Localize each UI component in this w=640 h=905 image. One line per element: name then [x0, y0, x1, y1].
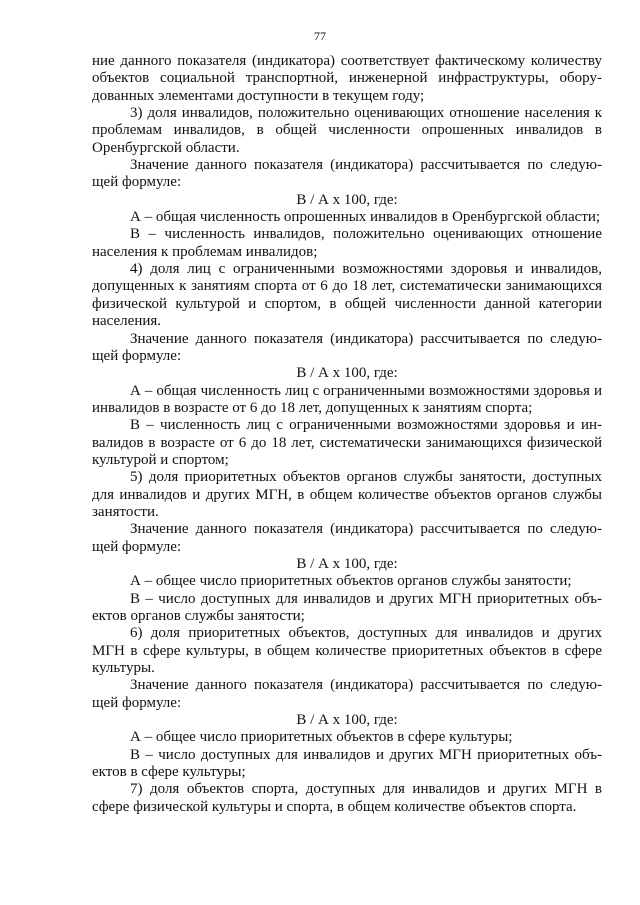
paragraph: 6) доля приоритетных объектов, доступных для инвалидов и других МГН в сфере культуры, в общем количестве приоритетных объектов в сфере культуры.	[92, 625, 602, 677]
paragraph: В – численность лиц с ограниченными возможностями здоровья и инвалидов в возрасте от 6 до 18 лет, систематически занимающихся физической культурой и спортом;	[92, 417, 602, 468]
paragraph: 4) доля лиц с ограниченными возможностями здоровья и инвалидов, допущенных к занятиям спорта от 6 до 18 лет, систематически занимающихся физической культурой и спортом, в общей численности данной категории населения.	[92, 261, 602, 330]
document-body	[92, 53, 602, 816]
page-number: 77	[314, 29, 326, 43]
paragraph: В – численность инвалидов, положительно оценивающих отношение населения к проблемам инвалидов;	[92, 226, 602, 260]
paragraph: 5) доля приоритетных объектов органов службы занятости, доступных для инвалидов и других МГН, в общем количестве объектов органов службы занятости.	[92, 469, 602, 520]
paragraph: Значение данного показателя (индикатора) рассчитывается по следующей формуле:	[92, 330, 602, 364]
formula-line: В / А х 100, где:	[296, 191, 398, 208]
paragraph: Значение данного показателя (индикатора) рассчитывается по следующей формуле:	[92, 521, 602, 555]
paragraph: Значение данного показателя (индикатора) рассчитывается по следующей формуле:	[92, 677, 602, 711]
paragraph: Значение данного показателя (индикатора) рассчитывается по следующей формуле:	[92, 157, 602, 191]
formula-line: В / А х 100, где:	[296, 555, 398, 572]
paragraph: А – общая численность опрошенных инвалидов в Оренбургской области;	[130, 209, 601, 226]
paragraph: А – общее число приоритетных объектов в сфере культуры;	[130, 729, 513, 746]
paragraph: В – число доступных для инвалидов и других МГН приоритетных объектов органов службы занятости;	[92, 590, 602, 624]
paragraph: 3) доля инвалидов, положительно оценивающих отношение населения к проблемам инвалидов, в общей численности опрошенных инвалидов в Оренбургской области.	[92, 105, 602, 156]
paragraph: А – общее число приоритетных объектов органов службы занятости;	[130, 573, 572, 590]
paragraph: А – общая численность лиц с ограниченными возможностями здоровья и инвалидов в возрасте от 6 до 18 лет, допущенных к занятиям спорта;	[92, 382, 602, 416]
paragraph-continuation: ние данного показателя (индикатора) соответствует фактическому количеству объектов социальной транспортной, инженерной инфраструктуры, оборудованных элементами доступности в текущем году;	[92, 53, 602, 104]
paragraph: В – число доступных для инвалидов и других МГН приоритетных объектов в сфере культуры;	[92, 746, 602, 781]
paragraph: 7) доля объектов спорта, доступных для инвалидов и других МГН в сфере физической культуры и спорта, в общем количестве объектов спорта.	[92, 781, 602, 815]
formula-line: В / А х 100, где:	[296, 365, 398, 382]
formula-line: В / А х 100, где:	[296, 712, 398, 729]
